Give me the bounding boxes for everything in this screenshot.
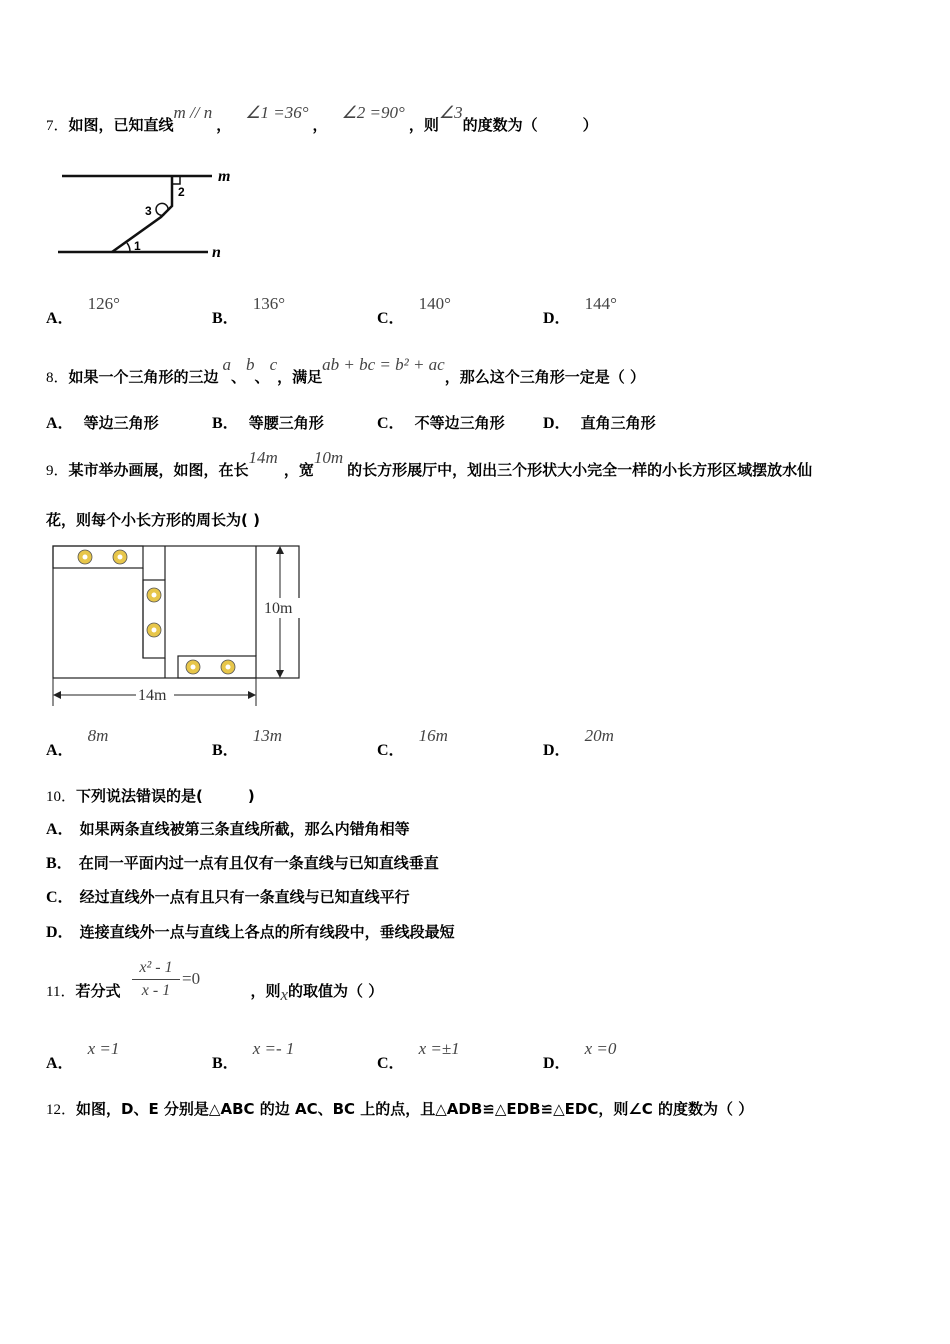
q8-option-c-text: 不等边三角形 [414,414,505,432]
q12-stem [46,1099,753,1120]
q9-option-c-value: 16m [418,726,448,745]
q11-number: 11． [46,984,76,1000]
q8-sep2: 、 [254,368,270,386]
q11-text-c: 的取值为（ ） [288,982,384,1000]
q9-number: 9． [46,463,69,479]
q9-flower-4-center [152,628,157,633]
q9-flower-1-center [83,555,88,560]
q8-text-b: ，满足 [277,368,323,386]
q7-angle1-arc [127,243,130,252]
q10-option-d[interactable] [46,922,455,943]
q8-text-c: ，那么这个三角形一定是（ ） [444,368,645,386]
q7-option-c-label: C． [377,310,405,327]
q8-option-c[interactable] [377,413,505,434]
q11-option-b-value: x =- 1 [252,1039,295,1058]
q9-dim-height-arrow-bottom [276,670,284,678]
q10-option-d-text: 连接直线外一点与直线上各点的所有线段中，垂线段最短 [79,923,455,941]
q9-option-d[interactable] [543,726,614,761]
q7-option-b-label: B． [212,310,239,327]
q7-sep2: ， [312,116,328,134]
q7-math-angle3: ∠3 [438,103,463,122]
q7-label-3: 3 [145,204,152,218]
q8-option-b[interactable] [212,413,324,434]
q9-math-wid: 10m [313,448,344,467]
q7-label-2: 2 [178,185,185,199]
q10-option-b-label: B． [46,855,73,872]
q7-text-a: 如图，已知直线 [68,116,174,134]
q9-strip-top [53,546,143,568]
q10-option-a-text: 如果两条直线被第三条直线所截，那么内错角相等 [79,820,410,838]
q7-math-angle1: ∠1 =36° [245,103,309,122]
q9-flower-5-center [191,665,196,670]
q10-option-c-label: C． [46,889,74,906]
q12-text: 如图，D、E 分别是△ABC 的边 AC、BC 上的点，且△ADB≌△EDB≌△EDC，则∠C 的度数为（ ） [76,1100,754,1118]
q11-frac-den: x - 1 [141,982,171,999]
q7-stem [46,103,598,136]
q9-option-d-label: D． [543,742,571,759]
q7-figure [52,163,247,263]
q10-stem [46,786,255,807]
q8-option-b-label: B． [212,415,239,432]
q11-option-a-value: x =1 [87,1039,120,1058]
q9-figure [48,540,308,710]
q8-option-a-label: A． [46,415,74,432]
q9-option-d-value: 20m [584,726,614,745]
q7-option-d[interactable] [543,294,617,329]
q11-stem [46,981,383,1002]
q10-option-b[interactable] [46,853,439,874]
q9-text-b: ，宽 [283,461,314,479]
q7-option-a-label: A． [46,310,74,327]
q7-sep3: ，则 [408,116,439,134]
q8-number: 8． [46,370,69,386]
q8-math-b: b [246,355,255,374]
q8-math-c: c [269,355,278,374]
q9-option-c-label: C． [377,742,405,759]
q8-option-b-text: 等腰三角形 [248,414,324,432]
q11-option-c[interactable] [377,1039,460,1074]
q7-label-m: m [218,168,231,185]
q9-option-b-label: B． [212,742,239,759]
q7-option-c[interactable] [377,294,451,329]
q7-transversal [112,176,172,252]
q11-frac-eq: =0 [182,969,201,988]
q7-label-1: 1 [134,239,141,253]
q10-number: 10． [46,789,77,805]
q7-option-a[interactable] [46,294,120,329]
q7-math-angle2: ∠2 =90° [341,103,405,122]
q9-flower-6-center [226,665,231,670]
q7-sep1: ， [216,116,232,134]
q9-option-c[interactable] [377,726,448,761]
q11-option-c-label: C． [377,1055,405,1072]
q11-option-c-value: x =±1 [418,1039,460,1058]
q10-option-c[interactable] [46,887,410,908]
q9-dim-width-arrow-left [53,691,61,699]
q11-text-b: ，则 [250,982,281,1000]
q9-option-b-value: 13m [252,726,282,745]
q8-option-d-label: D． [543,415,571,432]
q9-stem-line2 [46,510,260,530]
q10-text: 下列说法错误的是( ) [76,787,255,805]
q9-width-label: 14m [138,687,167,704]
q8-option-d[interactable] [543,413,656,434]
q9-option-a[interactable] [46,726,109,761]
q8-text-a: 如果一个三角形的三边 [68,368,219,386]
q9-text-c: 的长方形展厅中，划出三个形状大小完全一样的小长方形区域摆放水仙 [347,461,813,479]
q12-number: 12． [46,1102,77,1118]
q11-option-d-label: D． [543,1055,571,1072]
q8-math-eq: ab + bc = b² + ac [322,355,445,374]
q9-text-a: 某市举办画展，如图，在长 [68,461,249,479]
q11-text-a: 若分式 [75,982,121,1000]
q7-option-b[interactable] [212,294,285,329]
q7-option-a-value: 126° [87,294,120,313]
q8-math-a: a [222,355,232,374]
q9-flower-2-center [118,555,123,560]
q9-dim-height-arrow-top [276,546,284,554]
q9-math-len: 14m [248,448,278,467]
q9-text-d: 花，则每个小长方形的周长为( ) [46,511,260,529]
q7-option-d-label: D． [543,310,571,327]
q7-option-b-value: 136° [252,294,285,313]
q11-option-d[interactable] [543,1039,617,1074]
q9-dim-width-arrow-right [248,691,256,699]
q7-label-n: n [212,244,221,261]
q11-option-d-value: x =0 [584,1039,617,1058]
q9-option-a-label: A． [46,742,74,759]
q8-option-a[interactable] [46,413,159,434]
q7-text-b: 的度数为（ ） [462,116,598,134]
q7-option-d-value: 144° [584,294,617,313]
q11-option-a-label: A． [46,1055,74,1072]
q11-option-b[interactable] [212,1039,295,1074]
q11-option-b-label: B． [212,1055,239,1072]
q10-option-a[interactable] [46,819,410,840]
q8-option-d-text: 直角三角形 [580,414,656,432]
q8-stem [46,355,645,388]
q7-number: 7． [46,118,69,134]
q10-option-d-label: D． [46,924,74,941]
q10-option-a-label: A． [46,821,74,838]
q11-option-a[interactable] [46,1039,120,1074]
q11-frac-num: x² - 1 [132,957,180,980]
q11-math-x: x [280,985,289,1004]
q8-option-a-text: 等边三角形 [83,414,159,432]
q11-fraction [132,957,180,1002]
q9-flower-3-center [152,593,157,598]
q10-option-b-text: 在同一平面内过一点有且仅有一条直线与已知直线垂直 [78,854,439,872]
q9-stem-line1 [46,448,813,481]
q7-math-parallel: m // n [173,103,213,122]
q9-option-a-value: 8m [87,726,109,745]
q8-option-c-label: C． [377,415,405,432]
q7-option-c-value: 140° [418,294,451,313]
q9-height-label: 10m [264,600,293,617]
q8-sep1: 、 [231,368,247,386]
q10-option-c-text: 经过直线外一点有且只有一条直线与已知直线平行 [79,888,410,906]
q9-option-b[interactable] [212,726,282,761]
